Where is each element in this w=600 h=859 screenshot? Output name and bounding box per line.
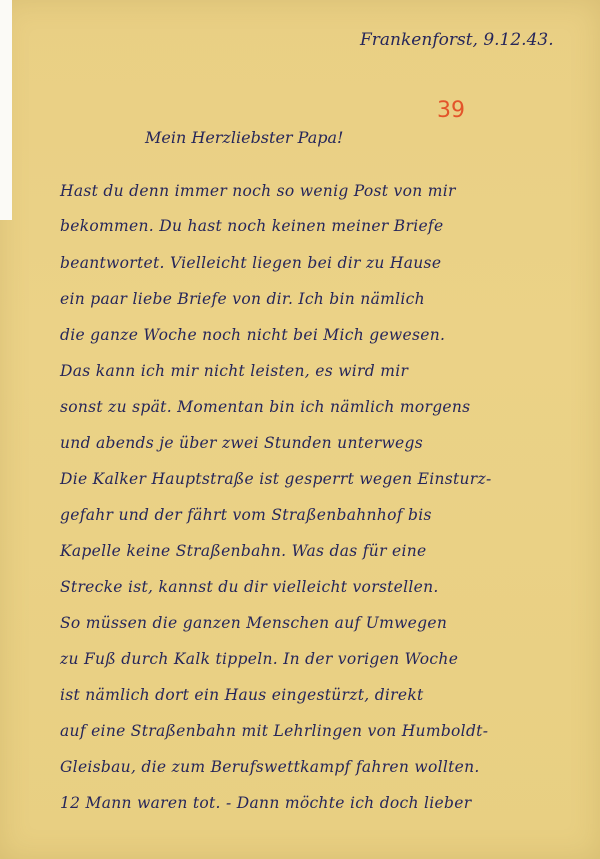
letter-line: So müssen die ganzen Menschen auf Umwegen <box>60 614 448 632</box>
letter-date: Frankenforst, 9.12.43. <box>360 30 554 50</box>
letter-line: Hast du denn immer noch so wenig Post von mir <box>60 182 456 200</box>
letter-line: zu Fuß durch Kalk tippeln. In der vorigen Woche <box>60 650 459 668</box>
letter-line: bekommen. Du hast noch keinen meiner Briefe <box>60 217 444 235</box>
letter-line: ist nämlich dort ein Haus eingestürzt, direkt <box>60 686 424 704</box>
letter-line: Kapelle keine Straßenbahn. Was das für eine <box>60 542 427 560</box>
letter-line: ein paar liebe Briefe von dir. Ich bin nämlich <box>60 290 425 308</box>
letter-line: gefahr und der fährt vom Straßenbahnhof bis <box>60 506 432 524</box>
letter-line: auf eine Straßenbahn mit Lehrlingen von Humboldt- <box>60 722 489 740</box>
letter-line: Die Kalker Hauptstraße ist gesperrt wegen Einsturz- <box>60 470 492 488</box>
letter-line: die ganze Woche noch nicht bei Mich gewesen. <box>60 326 446 344</box>
letter-line: Gleisbau, die zum Berufswettkampf fahren wollten. <box>60 758 480 776</box>
page-number: 39 <box>437 98 465 123</box>
letter-line: Das kann ich mir nicht leisten, es wird mir <box>60 362 409 380</box>
letter-line: Strecke ist, kannst du dir vielleicht vorstellen. <box>60 578 439 596</box>
letter-line: und abends je über zwei Stunden unterwegs <box>60 434 423 452</box>
letter-greeting: Mein Herzliebster Papa! <box>145 128 344 147</box>
letter-line: sonst zu spät. Momentan bin ich nämlich morgens <box>60 398 471 416</box>
letter-line: beantwortet. Vielleicht liegen bei dir zu Hause <box>60 254 442 272</box>
paper-tab <box>0 0 12 220</box>
letter-line: 12 Mann waren tot. - Dann möchte ich doch lieber <box>60 794 472 812</box>
